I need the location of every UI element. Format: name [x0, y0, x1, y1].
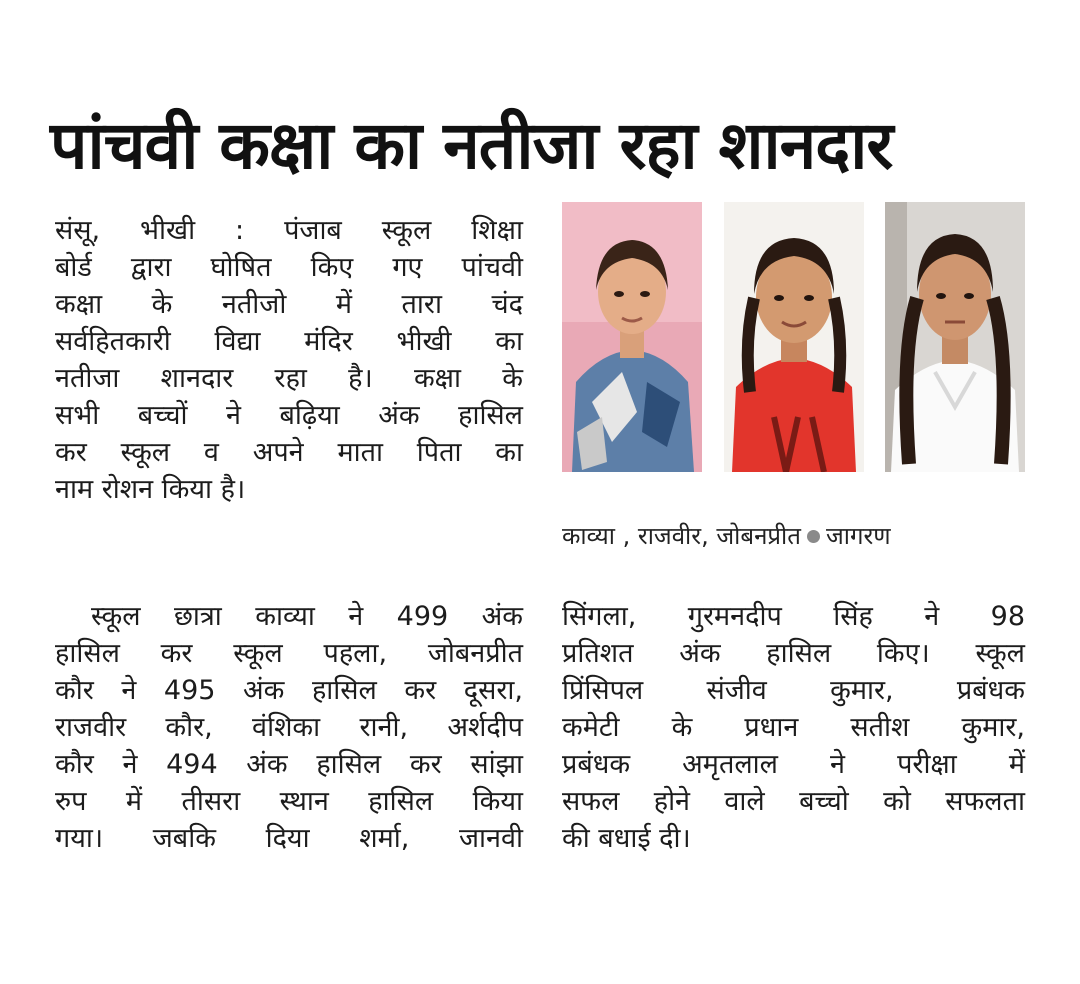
article-column-right [562, 598, 1025, 857]
student-photo-jobanpreet [885, 202, 1025, 472]
article-line: हासिल कर स्कूल पहला, जोबनप्रीत [55, 638, 523, 669]
photo-caption [562, 518, 1025, 554]
bullet-icon [807, 530, 820, 543]
article-line: बोर्ड द्वारा घोषित किए गए पांचवी [55, 252, 523, 283]
article-line: प्रिंसिपल संजीव कुमार, प्रबंधक [562, 675, 1025, 706]
student-photo-rajveer [724, 202, 864, 472]
article-line: स्कूल छात्रा काव्या ने 499 अंक [91, 601, 523, 632]
article-column-left-top [55, 212, 523, 508]
article-line: सिंगला, गुरमनदीप सिंह ने 98 [562, 601, 1025, 632]
article-line: प्रतिशत अंक हासिल किए। स्कूल [562, 638, 1025, 669]
article-line: सभी बच्चों ने बढ़िया अंक हासिल [55, 400, 523, 431]
article-line: कक्षा के नतीजो में तारा चंद [55, 289, 523, 320]
article-column-left-bottom [55, 598, 523, 857]
article-line: सफल होने वाले बच्चो को सफलता [562, 786, 1025, 817]
article-line: रुप में तीसरा स्थान हासिल किया [55, 786, 523, 817]
article-line: कौर ने 495 अंक हासिल कर दूसरा, [55, 675, 523, 706]
caption-credit: जागरण [825, 522, 891, 550]
article-line: प्रबंधक अमृतलाल ने परीक्षा में [562, 749, 1025, 780]
article-line: कौर ने 494 अंक हासिल कर सांझा [55, 749, 523, 780]
article-line: राजवीर कौर, वंशिका रानी, अर्शदीप [55, 712, 523, 743]
article-line: सर्वहितकारी विद्या मंदिर भीखी का [55, 326, 523, 357]
caption-names: काव्या , राजवीर, जोबनप्रीत [562, 522, 801, 550]
article-line: कमेटी के प्रधान सतीश कुमार, [562, 712, 1025, 743]
article-line: कर स्कूल व अपने माता पिता का [55, 437, 523, 468]
article-line: की बधाई दी। [562, 823, 691, 854]
student-photo-kavya [562, 202, 702, 472]
headline: पांचवी कक्षा का नतीजा रहा शानदार [50, 107, 893, 184]
article-line: नाम रोशन किया है। [55, 474, 246, 505]
article-line: गया। जबकि दिया शर्मा, जानवी [55, 823, 523, 854]
student-photos [562, 202, 1025, 472]
article-line: नतीजा शानदार रहा है। कक्षा के [55, 363, 523, 394]
article-line: संसू, भीखी : पंजाब स्कूल शिक्षा [55, 215, 523, 246]
